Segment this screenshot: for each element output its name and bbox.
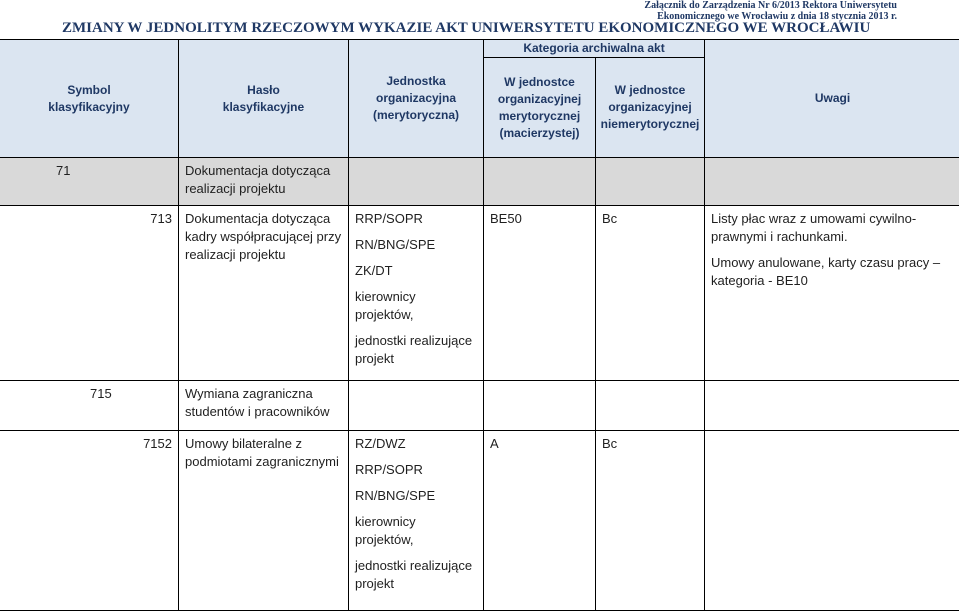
header-jednostka: Jednostka organizacyjna (merytoryczna) xyxy=(349,40,484,158)
header-symbol: Symbol klasyfikacyjny xyxy=(0,40,179,158)
row-kategoria-merytoryczna: BE50 xyxy=(484,206,596,381)
attachment-note xyxy=(644,0,897,22)
row-jednostka: RZ/DWZ RRP/SOPR RN/BNG/SPE kierownicy projektów, jednostki realizujące projekt xyxy=(349,431,484,611)
row-haslo: Umowy bilateralne z podmiotami zagranicznymi xyxy=(179,431,349,611)
row-haslo: Dokumentacja dotycząca realizacji projektu xyxy=(179,158,349,206)
attachment-note-line2: Ekonomicznego we Wrocławiu z dnia 18 stycznia 2013 r. xyxy=(657,11,897,22)
row-kategoria-niemerytoryczna: Bc xyxy=(596,206,705,381)
header-haslo: Hasło klasyfikacyjne xyxy=(179,40,349,158)
row-symbol: 715 xyxy=(0,381,179,431)
row-uwagi: Listy płac wraz z umowami cywilno-prawnymi i rachunkami. Umowy anulowane, karty czasu pracy – kategoria - BE10 xyxy=(705,206,959,381)
table-row xyxy=(0,381,959,431)
row-symbol: 7152 xyxy=(0,431,179,611)
header-kategoria: Kategoria archiwalna akt xyxy=(484,40,705,58)
header-row-top xyxy=(0,40,959,58)
header-uwagi: Uwagi xyxy=(705,40,959,158)
records-table xyxy=(0,39,959,611)
header-kategoria-merytoryczna: W jednostce organizacyjnej merytorycznej (macierzystej) xyxy=(484,58,596,158)
row-jednostka: RRP/SOPR RN/BNG/SPE ZK/DT kierownicy projektów, jednostki realizujące projekt xyxy=(349,206,484,381)
table-row xyxy=(0,158,959,206)
header-kategoria-niemerytoryczna: W jednostce organizacyjnej niemerytorycznej xyxy=(596,58,705,158)
row-uwagi xyxy=(705,431,959,611)
row-kategoria-niemerytoryczna: Bc xyxy=(596,431,705,611)
table-row xyxy=(0,431,959,611)
table-row xyxy=(0,206,959,381)
row-haslo: Wymiana zagraniczna studentów i pracowników xyxy=(179,381,349,431)
row-haslo: Dokumentacja dotycząca kadry współpracującej przy realizacji projektu xyxy=(179,206,349,381)
attachment-note-line1: Załącznik do Zarządzenia Nr 6/2013 Rektora Uniwersytetu xyxy=(644,0,897,11)
row-symbol: 71 xyxy=(0,158,179,206)
row-symbol: 713 xyxy=(0,206,179,381)
row-kategoria-merytoryczna: A xyxy=(484,431,596,611)
document-title: ZMIANY W JEDNOLITYM RZECZOWYM WYKAZIE AKT UNIWERSYTETU EKONOMICZNEGO WE WROCŁAWIU xyxy=(62,20,871,36)
